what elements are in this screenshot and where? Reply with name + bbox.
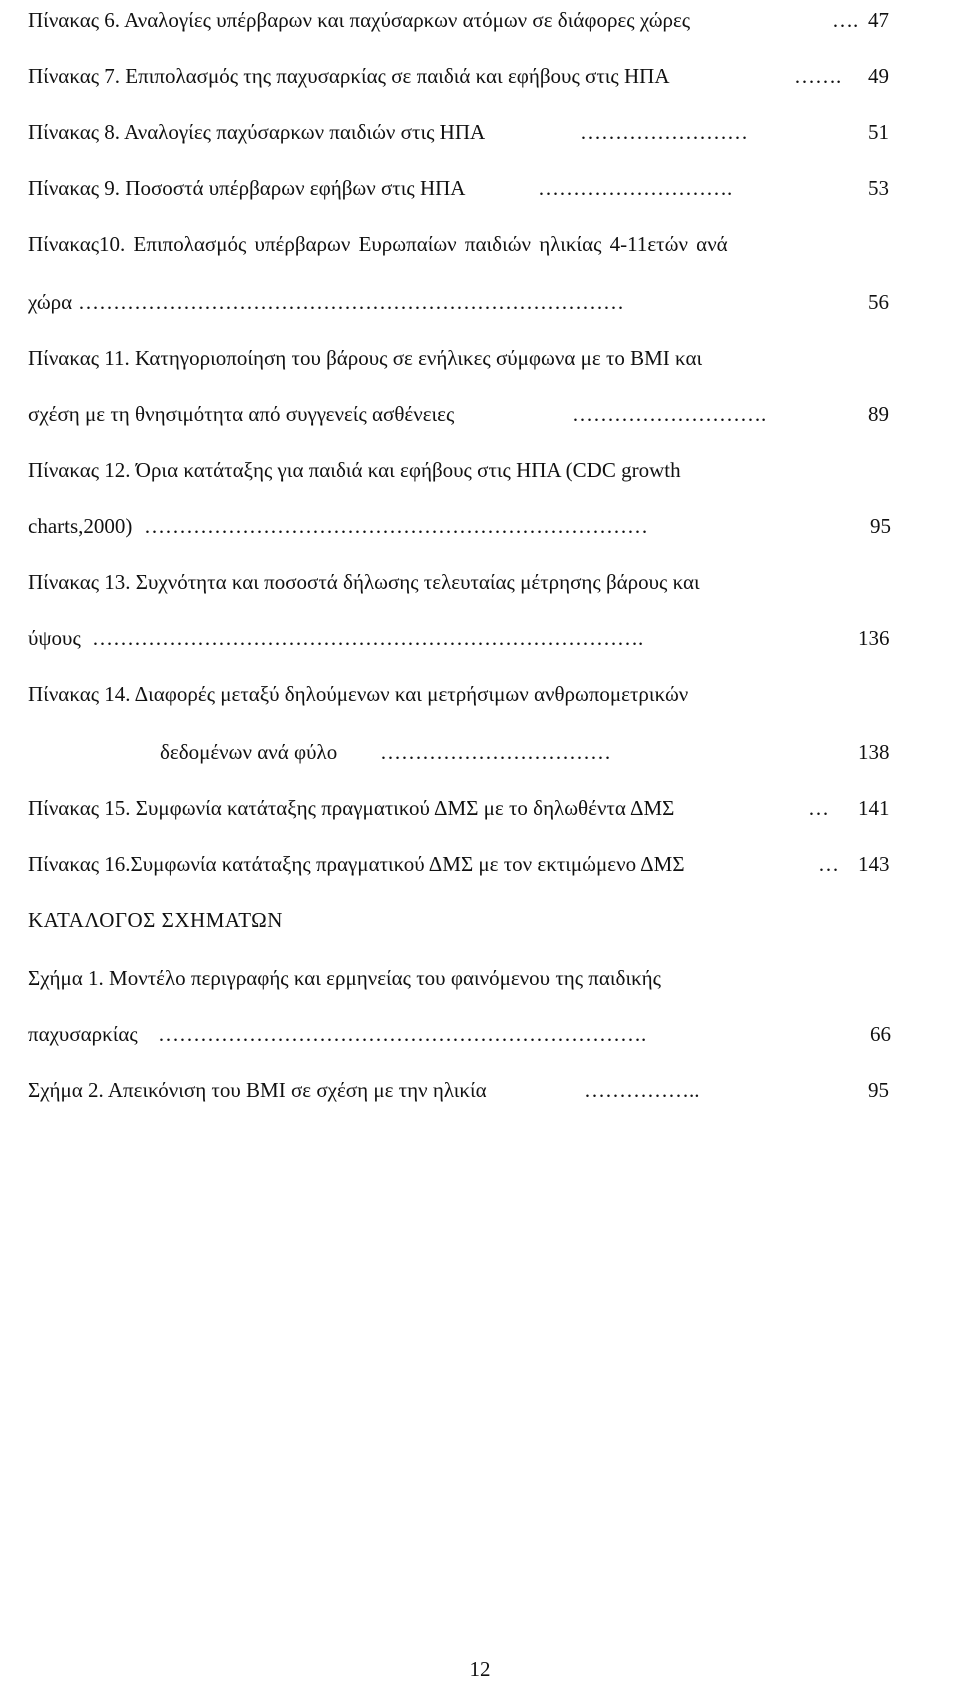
- toc-entry-text: Πίνακας 11. Κατηγοριοποίηση του βάρους σε ενήλικες σύμφωνα με το BMI και: [28, 346, 703, 370]
- dot-leader: ………………………………………………………………: [144, 514, 648, 538]
- toc-entry-figure-1[interactable]: [0, 961, 960, 995]
- toc-entry-table-13[interactable]: [0, 565, 960, 599]
- toc-entry-table-16[interactable]: [0, 847, 960, 881]
- toc-entry-text: charts,2000): [28, 514, 133, 538]
- toc-entry-text: Πίνακας 8. Αναλογίες παχύσαρκων παιδιών στις ΗΠΑ: [28, 120, 486, 144]
- dot-leader: …: [818, 852, 839, 876]
- toc-entry-table-13-cont[interactable]: [0, 621, 960, 655]
- page-number: 12: [469, 1657, 491, 1681]
- toc-entry-table-11-cont[interactable]: [0, 397, 960, 431]
- toc-entry-text: δεδομένων ανά φύλο: [160, 740, 338, 764]
- toc-entry-text: παχυσαρκίας: [28, 1022, 138, 1046]
- toc-entry-text: Πίνακας 14. Διαφορές μεταξύ δηλούμενων και μετρήσιμων ανθρωπομετρικών: [28, 682, 689, 706]
- toc-entry-text: χώρα: [28, 290, 73, 314]
- toc-page-number: 89: [868, 402, 889, 426]
- toc-entry-text: ύψους: [28, 626, 81, 650]
- toc-entry-table-10[interactable]: [0, 227, 960, 261]
- toc-entry-text: Πίνακας 16.Συμφωνία κατάταξης πραγματικού ΔΜΣ με τον εκτιμώμενο ΔΜΣ: [28, 852, 685, 876]
- toc-entry-table-14-cont[interactable]: [0, 735, 960, 769]
- toc-entry-table-14[interactable]: [0, 677, 960, 711]
- toc-entry-figure-1-cont[interactable]: [0, 1017, 960, 1051]
- toc-entry-text: Πίνακας 12. Όρια κατάταξης για παιδιά και εφήβους στις ΗΠΑ (CDC growth: [28, 458, 681, 482]
- toc-entry-text: Σχήμα 1. Μοντέλο περιγραφής και ερμηνείας του φαινόμενου της παιδικής: [28, 966, 661, 990]
- toc-page-number: 95: [870, 514, 891, 538]
- toc-entry-text: Πίνακας 9. Ποσοστά υπέρβαρων εφήβων στις ΗΠΑ: [28, 176, 466, 200]
- toc-page-number: 51: [868, 120, 889, 144]
- dot-leader: …: [808, 796, 829, 820]
- dot-leader: ……………………….: [538, 176, 733, 200]
- toc-page-number: 56: [868, 290, 889, 314]
- toc-entry-table-11[interactable]: [0, 341, 960, 375]
- toc-page-number: 141: [858, 796, 890, 820]
- toc-entry-text: σχέση με τη θνησιμότητα από συγγενείς ασθένειες: [28, 402, 455, 426]
- toc-page-number: 47: [868, 8, 889, 32]
- toc-page-number: 66: [870, 1022, 891, 1046]
- toc-entry-table-6[interactable]: [0, 3, 960, 37]
- section-heading-text: ΚΑΤΑΛΟΓΟΣ ΣΧΗΜΑΤΩΝ: [28, 908, 283, 932]
- toc-entry-text: Πίνακας 6. Αναλογίες υπέρβαρων και παχύσαρκων ατόμων σε διάφορες χώρες: [28, 8, 691, 32]
- dot-leader: ……………………….: [572, 402, 767, 426]
- dot-leader: ……………………………: [380, 740, 611, 764]
- toc-entry-text: Πίνακας 13. Συχνότητα και ποσοστά δήλωσης τελευταίας μέτρησης βάρους και: [28, 570, 700, 594]
- toc-page-number: 53: [868, 176, 889, 200]
- toc-entry-table-7[interactable]: [0, 59, 960, 93]
- dot-leader: ……………..: [584, 1078, 700, 1102]
- dot-leader: ….: [832, 8, 859, 32]
- toc-entry-text: Σχήμα 2. Απεικόνιση του BMI σε σχέση με την ηλικία: [28, 1078, 487, 1102]
- toc-entry-figure-2[interactable]: [0, 1073, 960, 1107]
- toc-entry-table-12[interactable]: [0, 453, 960, 487]
- dot-leader: ……………………: [580, 120, 748, 144]
- toc-entry-text: Πίνακας 7. Επιπολασμός της παχυσαρκίας σε παιδιά και εφήβους στις ΗΠΑ: [28, 64, 670, 88]
- dot-leader: ……………………………………………………………………: [78, 290, 624, 314]
- toc-entry-table-9[interactable]: [0, 171, 960, 205]
- toc-page-number: 143: [858, 852, 890, 876]
- toc-page-number: 136: [858, 626, 890, 650]
- toc-entry-table-15[interactable]: [0, 791, 960, 825]
- toc-entry-table-12-cont[interactable]: [0, 509, 960, 543]
- dot-leader: …….: [794, 64, 842, 88]
- list-of-figures-heading: [0, 903, 960, 937]
- toc-page-number: 95: [868, 1078, 889, 1102]
- toc-entry-table-10-cont[interactable]: [0, 285, 960, 319]
- toc-entry-table-8[interactable]: [0, 115, 960, 149]
- toc-page-number: 49: [868, 64, 889, 88]
- toc-entry-text: Πίνακας10. Επιπολασμός υπέρβαρων Ευρωπαίων παιδιών ηλικίας 4-11ετών ανά: [28, 232, 728, 256]
- toc-page-number: 138: [858, 740, 890, 764]
- dot-leader: …………………………………………………………….: [158, 1022, 647, 1046]
- dot-leader: …………………………………………………………………….: [92, 626, 644, 650]
- toc-entry-text: Πίνακας 15. Συμφωνία κατάταξης πραγματικού ΔΜΣ με το δηλωθέντα ΔΜΣ: [28, 796, 675, 820]
